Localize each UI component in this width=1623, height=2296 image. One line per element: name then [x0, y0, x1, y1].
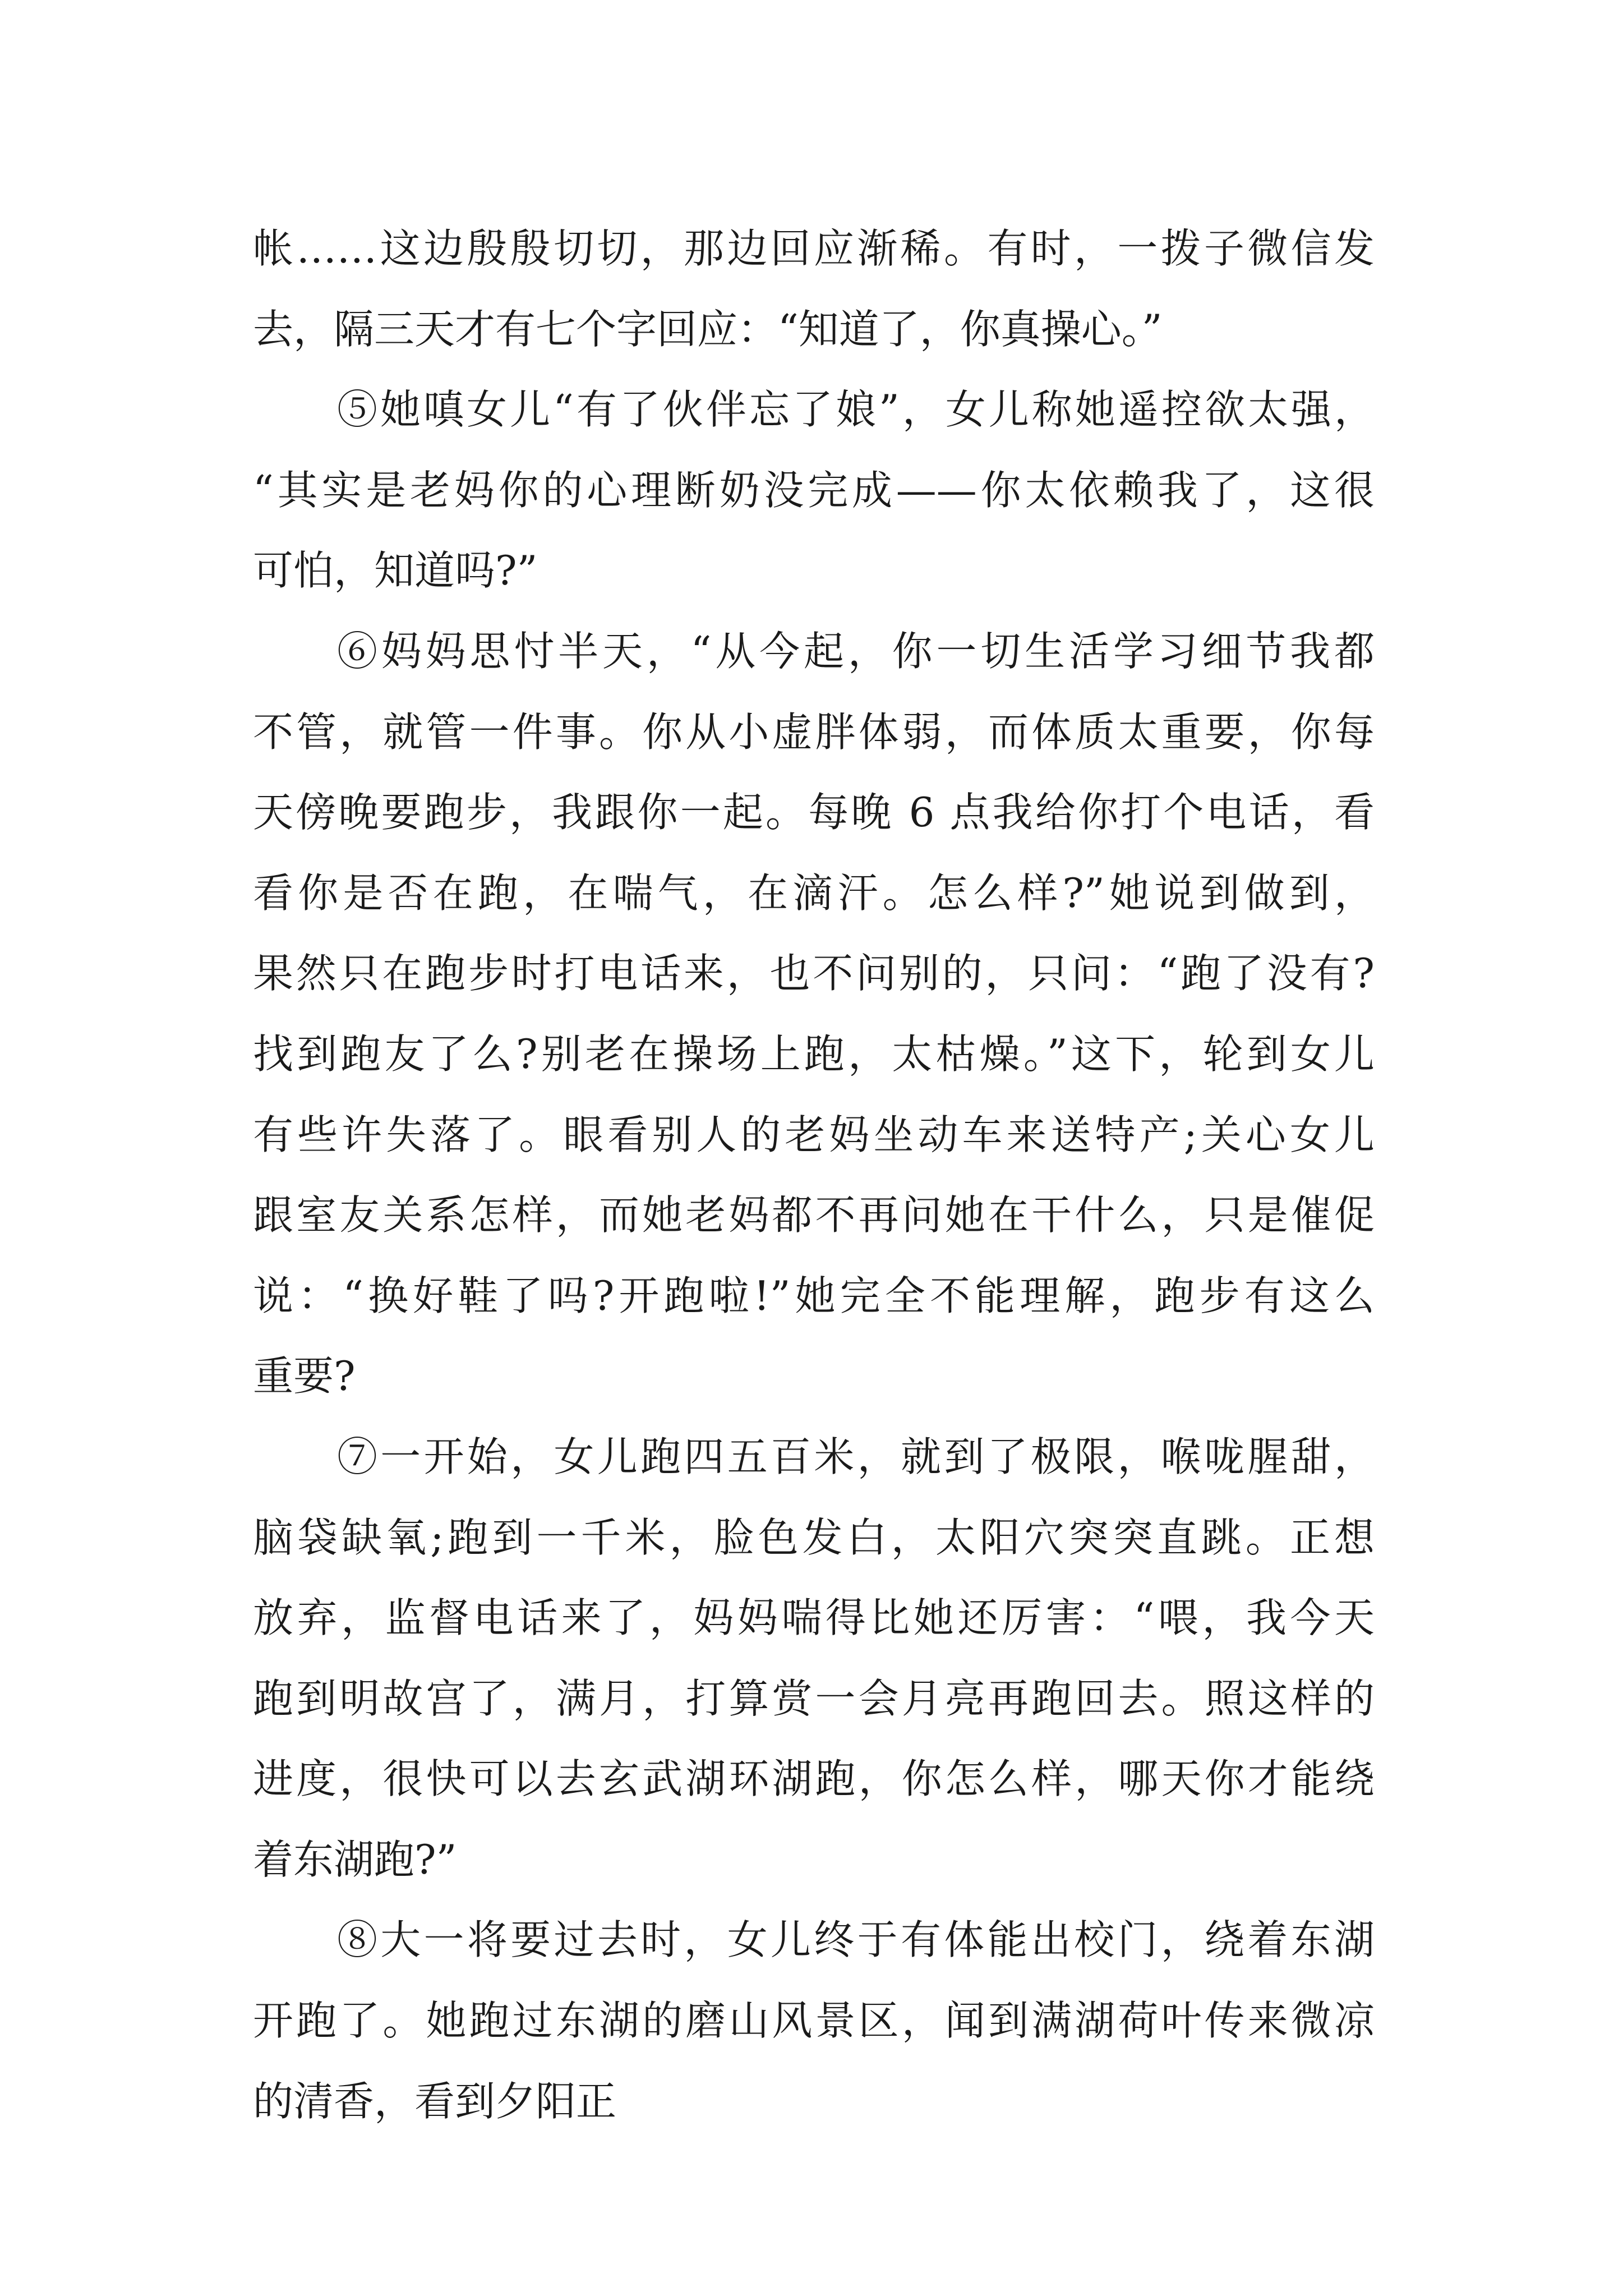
- text-line: 跑到明故宫了，满月，打算赏一会月亮再跑回去。照这样的: [253, 1674, 1375, 1722]
- paragraph-start-line: ⑦一开始，女儿跑四五百米，就到了极限，喉咙腥甜，: [337, 1433, 1375, 1480]
- text-line: 着东湖跑?”: [253, 1835, 457, 1883]
- paragraph-start-line: ⑧大一将要过去时，女儿终于有体能出校门，绕着东湖: [337, 1916, 1375, 1964]
- text-line: 开跑了。她跑过东湖的磨山风景区，闻到满湖荷叶传来微凉: [253, 1997, 1375, 2045]
- text-line: “其实是老妈你的心理断奶没完成——你太依赖我了，这很: [253, 466, 1375, 514]
- text-line: 找到跑友了么?别老在操场上跑，太枯燥。”这下，轮到女儿: [253, 1030, 1375, 1078]
- text-line: 的清香，看到夕阳正: [253, 2077, 617, 2125]
- text-line: 帐……这边殷殷切切，那边回应渐稀。有时，一拨子微信发: [253, 225, 1375, 272]
- paragraph-start-line: ⑤她嗔女儿“有了伙伴忘了娘”，女儿称她遥控欲太强，: [337, 386, 1375, 434]
- text-line: 不管，就管一件事。你从小虚胖体弱，而体质太重要，你每: [253, 708, 1375, 756]
- text-line: 果然只在跑步时打电话来，也不问别的，只问：“跑了没有?: [253, 950, 1375, 997]
- text-line: 脑袋缺氧;跑到一千米，脸色发白，太阳穴突突直跳。正想: [253, 1513, 1375, 1561]
- article-body: [253, 209, 1375, 2142]
- text-line: 重要?: [253, 1352, 356, 1400]
- text-line: 跟室友关系怎样，而她老妈都不再问她在干什么，只是催促: [253, 1191, 1375, 1239]
- paragraph-start-line: ⑥妈妈思忖半天，“从今起，你一切生活学习细节我都: [337, 627, 1375, 675]
- text-line: 天傍晚要跑步，我跟你一起。每晚 6 点我给你打个电话，看: [253, 789, 1375, 836]
- text-line: 可怕，知道吗?”: [253, 547, 538, 595]
- text-line: 有些许失落了。眼看别人的老妈坐动车来送特产;关心女儿: [253, 1111, 1375, 1158]
- text-line: 放弃，监督电话来了，妈妈喘得比她还厉害：“喂，我今天: [253, 1594, 1375, 1642]
- text-line: 说：“换好鞋了吗?开跑啦!”她完全不能理解，跑步有这么: [253, 1272, 1375, 1319]
- text-line: 看你是否在跑，在喘气，在滴汗。怎么样?”她说到做到，: [253, 869, 1375, 917]
- text-line: 去，隔三天才有七个字回应：“知道了，你真操心。”: [253, 305, 1163, 353]
- text-line: 进度，很快可以去玄武湖环湖跑，你怎么样，哪天你才能绕: [253, 1755, 1375, 1803]
